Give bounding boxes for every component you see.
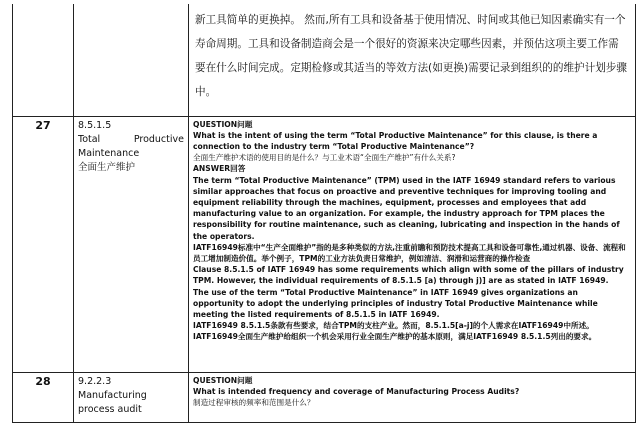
question-text-cn: 全面生产维护术语的使用目的是什么？与工业术语“全面生产维护”有什么关系? [193,153,456,163]
question-heading: QUESTION问题 [193,119,253,129]
clause-cell [74,116,189,372]
answer-text-cn: IATF16949标准中“生产全面维护”指的是多种类似的方法,注重前瞻和预防技术提高工具和设备可靠性,通过机器、设备、流程和员工增加制造价值。举个例子，TPM的工业方法负责日常维护，例如清洁、润滑和运营商的操作检查 [193,242,626,263]
question-text-cn: 制造过程审核的频率和范围是什么？ [193,397,315,407]
faq-table [12,4,636,423]
clause-cell [74,372,189,422]
answer-text: The term “Total Productive Maintenance” (TPM) used in the IATF 16949 standard refers to various similar approaches that focus on proactive and preventive techniques for improving tooling and equipment reliability through the machines, equipment, processes and employees that add manufacturing value to an organization. For example, the industry approach for TPM places the responsibility for routine maintenance, such as cleaning, lubricating and inspection in the hands of the operators. [193,175,620,241]
table-row [13,116,636,372]
row-number: 28 [13,372,74,422]
clause-title [78,133,184,147]
question-heading: QUESTION问题 [193,375,253,385]
answer-text-cn: IATF16949全面生产维护给组织一个机会采用行业全面生产维护的基本原则，满足IATF16949 8.5.1.5列出的要求。 [193,332,597,342]
answer-text-cn: IATF16949 8.5.1.5条款有些要求，结合TPM的支柱产业。然而，8.5.1.5[a-j]的个人需求在IATF16949中所述。 [193,321,594,331]
clause-cell [74,4,189,116]
answer-text: The use of the term “Total Productive Maintenance” in IATF 16949 gives organizations an opportunity to adopt the underlying principles of industry Total Productive Maintenance while meeting the listed requirements of 8.5.1.5 in IATF 16949. [193,287,598,319]
clause-number: 8.5.1.5 [78,119,112,131]
content-cell [189,116,636,372]
clause-title: Maintenance [78,147,140,159]
content-cell [189,372,636,422]
row-number [13,4,74,116]
clause-title: Manufacturing [78,389,147,401]
clause-title-word: Productive [133,133,184,145]
clause-title-word: Total [78,133,101,145]
question-text: What is intended frequency and coverage of Manufacturing Process Audits? [193,386,520,396]
clause-title: process audit [78,403,142,415]
answer-text: Clause 8.5.1.5 of IATF 16949 has some requirements which align with some of the pillars of industry TPM. However, the individual requirements of 8.5.1.5 [a) through j)] are as stated in IATF 16949. [193,265,624,286]
question-text: What is the intent of using the term “Total Productive Maintenance” for this clause, is there a connection to the industry term “Total Productive Maintenance”? [193,130,598,151]
answer-heading: ANSWER回答 [193,164,246,174]
clause-number: 9.2.2.3 [78,375,112,387]
table-row [13,4,636,116]
clause-title-cn: 全面生产维护 [78,161,136,173]
content-cell [189,4,636,116]
row-number: 27 [13,116,74,372]
paragraph: 新工具简单的更换掉。 然而,所有工具和设备基于使用情况、时间或其他已知因素确实有一个寿命周期。工具和设备制造商会是一个很好的资源来决定哪些因素，并预估这项主要工作需要在什么时间完成。定期检修或其适当的等效方法(如更换)需要记录到组织的的维护计划步骤中。 [195,14,628,98]
table-row [13,372,636,422]
